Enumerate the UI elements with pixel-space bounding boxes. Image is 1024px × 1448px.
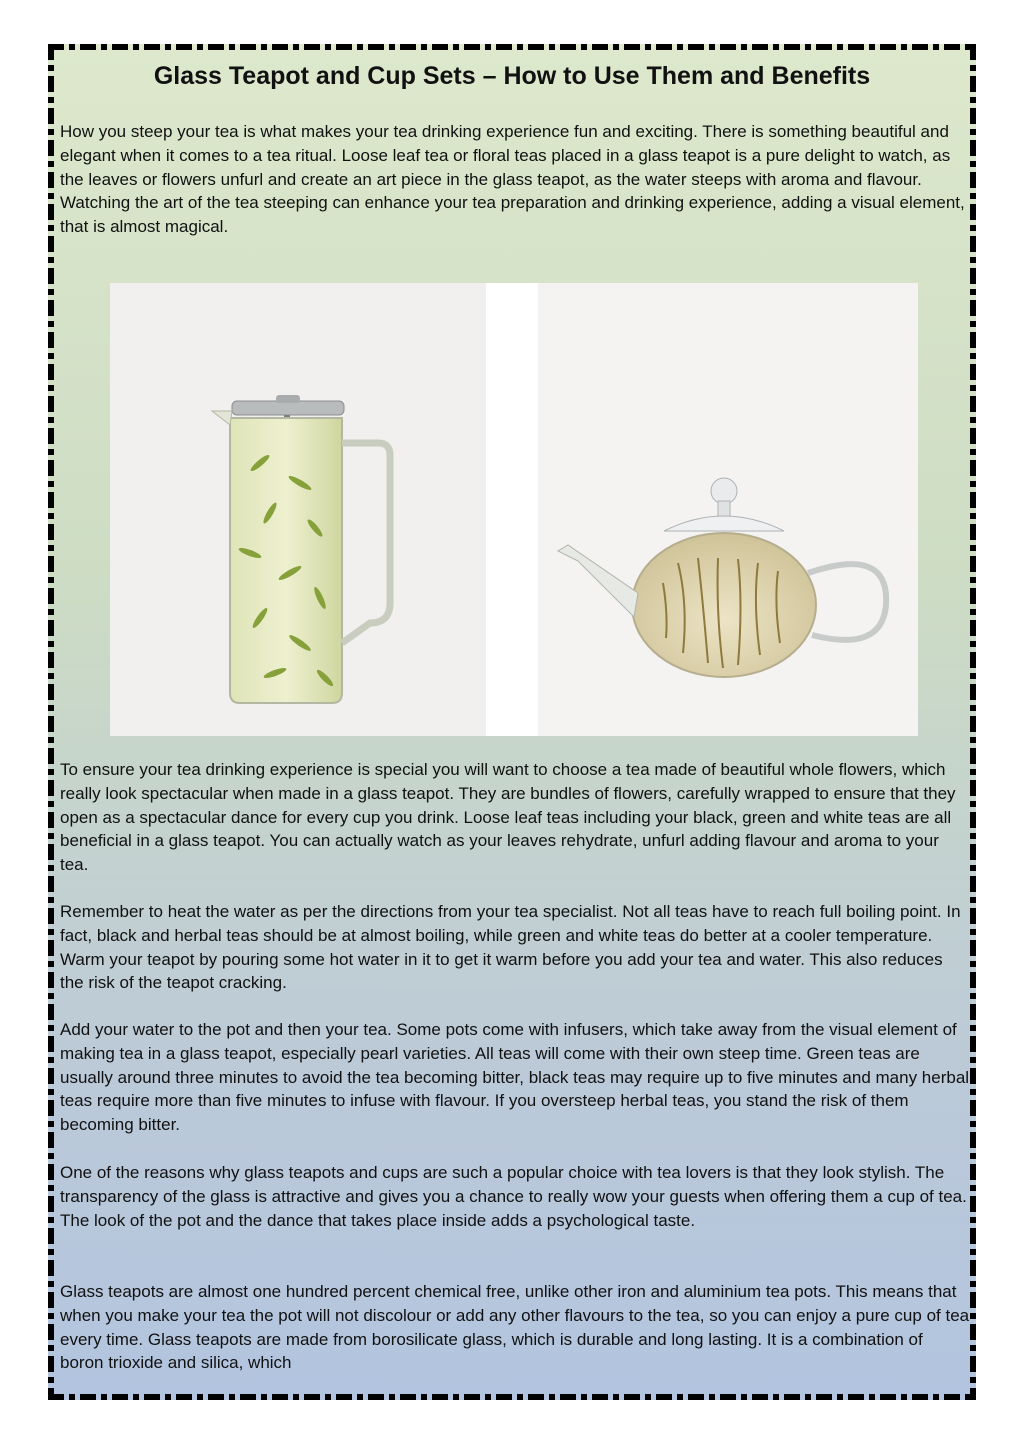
dashed-border-bottom bbox=[48, 1394, 976, 1400]
paragraph-heat-water: Remember to heat the water as per the directions from your tea specialist. Not all teas have to reach full boiling point. In fact, black and herbal teas should be at almost boiling, while green and white teas do better at a cooler temperature. Warm your teapot by pouring some hot water in it to get it warm before you add your tea and water. This also reduces the risk of the teapot cracking. bbox=[60, 902, 961, 993]
dashed-border-left bbox=[48, 44, 54, 1400]
paragraph-chemical-free: Glass teapots are almost one hundred percent chemical free, unlike other iron and aluminium tea pots. This means that when you make your tea the pot will not discolour or add any other flavours to the tea, so you can enjoy a pure cup of tea every time. Glass teapots are made from borosilicate glass, which is durable and long lasting. It is a combination of boron trioxide and silica, which bbox=[60, 1282, 970, 1373]
page-title: Glass Teapot and Cup Sets – How to Use Them and Benefits bbox=[153, 62, 871, 90]
teapot-photos bbox=[110, 283, 918, 736]
image-gap bbox=[486, 283, 538, 736]
paragraph-stylish: One of the reasons why glass teapots and cups are such a popular choice with tea lovers is that they look stylish. The transparency of the glass is attractive and gives you a chance to really wow your guests when offering them a cup of tea. The look of the pot and the dance that takes place inside adds a psychological taste. bbox=[60, 1163, 967, 1230]
dashed-border-top bbox=[48, 44, 976, 50]
glass-pitcher-image bbox=[110, 283, 486, 736]
paragraph-intro: How you steep your tea is what makes your tea drinking experience fun and exciting. There is something beautiful and elegant when it comes to a tea ritual. Loose leaf tea or floral teas placed in a glass teapot is a pure delight to watch, as the leaves or flowers unfurl and create an art piece in the glass teapot, as the water steeps with aroma and flavour. Watching the art of the tea steeping can enhance your tea preparation and drinking experience, adding a visual element, that is almost magical. bbox=[60, 122, 965, 237]
paragraph-whole-flowers: To ensure your tea drinking experience is special you will want to choose a tea made of beautiful whole flowers, which really look spectacular when made in a glass teapot. They are bundles of flowers, carefully wrapped to ensure that they open as a spectacular dance for every cup you drink. Loose leaf teas including your black, green and white teas are all beneficial in a glass teapot. You can actually watch as your leaves rehydrate, unfurl adding flavour and aroma to your tea. bbox=[60, 760, 956, 875]
page-frame bbox=[48, 44, 976, 1400]
paragraph-steep-time: Add your water to the pot and then your tea. Some pots come with infusers, which take away from the visual element of making tea in a glass teapot, especially pearl varieties. All teas will come with their own steep time. Green teas are usually around three minutes to avoid the tea becoming bitter, black teas may require up to five minutes and many herbal teas require more than five minutes to infuse with flavour. If you oversteep herbal teas, you stand the risk of them becoming bitter. bbox=[60, 1020, 970, 1135]
glass-teapot-image bbox=[538, 283, 918, 736]
dashed-border-right bbox=[970, 44, 976, 1400]
